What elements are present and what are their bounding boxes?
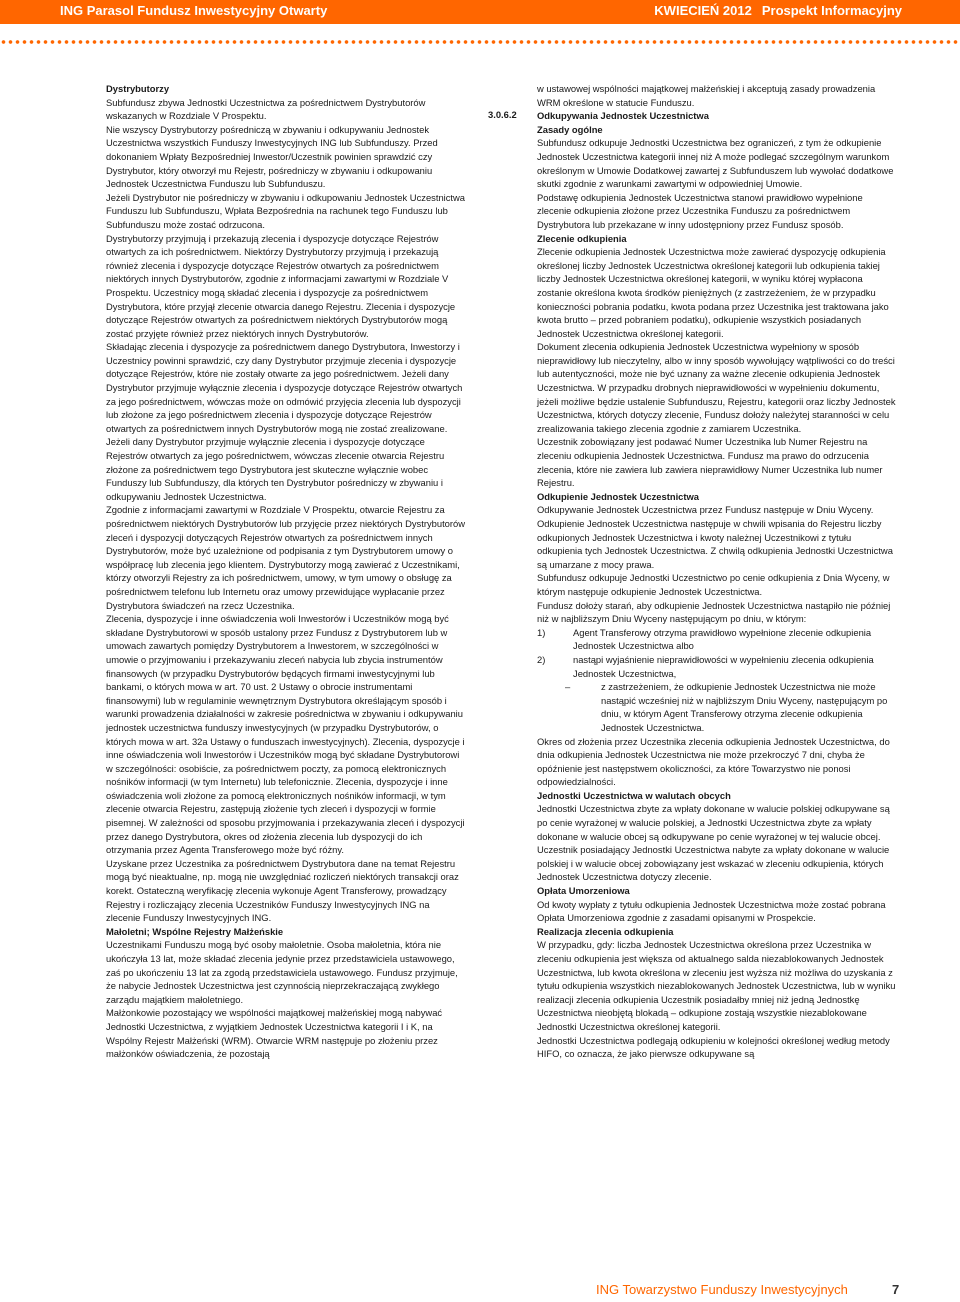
left-text-column: [106, 82, 466, 1061]
paragraph: Jeżeli Dystrybutor nie pośredniczy w zbywaniu i odkupowaniu Jednostek Uczestnictwa Funduszu lub Subfunduszu, Wpłata Bezpośrednia na rachunek tego Funduszu lub Subfunduszu może zostać odrzucona.: [106, 191, 466, 230]
list-item: [537, 653, 899, 680]
section-heading: Realizacja zlecenia odkupienia: [537, 925, 674, 937]
section-heading: Odkupienie Jednostek Uczestnictwa: [537, 490, 700, 502]
section-heading: Zlecenie odkupienia: [537, 232, 627, 244]
dotted-divider: [0, 38, 960, 46]
paragraph: Uzyskane przez Uczestnika za pośrednictwem Dystrybutora dane na temat Rejestru mogą być nieaktualne, np. mogą nie uwzględniać rozliczeń niektórych transakcji oraz korekt. Ostateczną weryfikację zlecenia wykonuje Agent Transferowy, prowadzący Rejestry i rozliczający zlecenia Uczestników Funduszy Inwestycyjnych ING na zlecenie Funduszy Inwestycyjnych ING.: [106, 857, 459, 924]
header-right: [644, 3, 902, 18]
page-header: [0, 0, 960, 24]
list-item: [537, 626, 899, 653]
paragraph: Jeżeli dany Dystrybutor przyjmuje wyłącznie zlecenia i dyspozycje dotyczące Rejestrów otwartych za jego pośrednictwem, wówczas zlecenie otwarcia Rejestru złożone za pośrednictwem tego Dystrybutora jest skuteczne wyłącznie wobec Funduszy lub Subfunduszy, dla których ten Dystrybutor pośredniczy w zbywaniu i odkupywaniu Jednostek Uczestnictwa.: [106, 436, 445, 502]
section-heading: Małoletni; Wspólne Rejestry Małżeńskie: [106, 925, 284, 937]
paragraph: Uczestnikami Funduszu mogą być osoby małoletnie. Osoba małoletnia, która nie ukończyła 13 lat, może składać zlecenia jedynie przez przedstawiciela ustawowego, zaś po ukończeniu 13 lat za zgodą przedstawiciela ustawowego. Fundusz przyjmuje, że nabycie Jednostek Uczestnictwa jest czynnością nieprzekraczającą zwykłego zarządu majątkiem małoletniego.: [106, 939, 458, 1005]
list-item-text: nastąpi wyjaśnienie nieprawidłowości w wypełnieniu zlecenia odkupienia Jednostek Uczestnictwa,: [573, 653, 874, 679]
paragraph: Subfundusz odkupuje Jednostki Uczestnictwa bez ograniczeń, z tym że odkupienie Jednostek Uczestnictwa kategorii innej niż A może podlegać szczególnym warunkom określonym w Umowie Dodatkowej zawartej z Subfunduszem lub wywołać dodatkowe skutki zgodnie z warunkami zawartymi w odpowiedniej Umowie.: [537, 137, 894, 190]
list-item-text: Agent Transferowy otrzyma prawidłowo wypełnione zlecenie odkupienia Jednostek Uczestnictwa albo: [573, 626, 872, 652]
section-number: 3.0.6.2: [488, 109, 517, 120]
footer-company: ING Towarzystwo Funduszy Inwestycyjnych: [596, 1282, 848, 1297]
list-marker: 2): [537, 653, 546, 665]
paragraph: Zlecenie odkupienia Jednostek Uczestnictwa może zawierać dyspozycję odkupienia określonej liczby Jednostek Uczestnictwa określonej kategorii lub odkupienia takiej liczby Jednostek Uczestnictwa określonej kategorii, w wyniku której wypłacona zostanie określona kwota środków pieniężnych (z zastrzeżeniem, że w przypadku konieczności pobrania podatku, kwota podana przez Uczestnika jest traktowana jako kwota brutto – przed pobraniem podatku), odkupienie wszystkich posiadanych Jednostek Uczestnictwa określonej kategorii.: [537, 246, 889, 339]
list-marker: –: [565, 681, 571, 693]
paragraph: Jednostki Uczestnictwa zbyte za wpłaty dokonane w walucie polskiej odkupywane są po cenie wyrażonej w walucie polskiej, a Jednostki Uczestnictwa zbyte za wpłaty dokonane w walucie obcej są odkupywane po cenie wyrażonej w tej walucie obcej. Uczestnik posiadający Jednostki Uczestnictwa nabyte za wpłaty dokonane w walucie polskiej i w walucie obcej zobowiązany jest wskazać w zleceniu odkupienia, których Jednostek Uczestnictwa dotyczy zlecenie.: [537, 803, 890, 883]
paragraph: W przypadku, gdy: liczba Jednostek Uczestnictwa określona przez Uczestnika w zleceniu odkupienia jest większa od aktualnego salda niezablokowanych Jednostek Uczestnictwa, lub kwota określona w zleceniu jest wyższa niż możliwa do uzyskania z tytułu odkupienia wszystkich niezablokowanych Jednostek Uczestnictwa, lub w wyniku realizacji zlecenia odkupienia Uczestnik posiadałby mniej niż jedną Jednostkę Uczestnictwa nieobjętą blokadą – odkupione zostają wszystkie niezablokowane Jednostki Uczestnictwa określonej kategorii.: [537, 939, 896, 1032]
section-heading: Zasady ogólne: [537, 123, 603, 135]
paragraph: Składając zlecenia i dyspozycje za pośrednictwem danego Dystrybutora, Inwestorzy i Uczestnicy powinni sprawdzić, czy dany Dystrybutor przyjmuje zlecenia i dyspozycje dotyczące Rejestrów, które nie zostały otwarte za jego pośrednictwem. Jeżeli dany Dystrybutor przyjmuje wyłącznie zlecenia i dyspozycje dotyczące Rejestrów otwartych za jego pośrednictwem, wówczas może on odmówić przyjęcia zlecenia lub dyspozycji lub złożone za jego pośrednictwem zlecenia i dyspozycje dotyczące Rejestrów otwartych za pośrednictwem innych Dystrybutorów mogą nie zostać zrealizowane.: [106, 341, 463, 434]
document-type: Prospekt Informacyjny: [761, 3, 902, 18]
section-heading: Odkupywania Jednostek Uczestnictwa: [537, 110, 709, 122]
list-item: [537, 680, 899, 734]
paragraph: Nie wszyscy Dystrybutorzy pośredniczą w zbywaniu i odkupywaniu Jednostek Uczestnictwa wszystkich Funduszy Inwestycyjnych ING lub Subfunduszy. Przed dokonaniem Wpłaty Bezpośredniej Inwestor/Uczestnik powinien sprawdzić czy Dystrybutor, który otworzył mu Rejestr, pośredniczy w zbywaniu i odkupowaniu Jednostek Uczestnictwa Funduszu lub Subfunduszu.: [106, 123, 438, 190]
list-marker: 1): [537, 626, 546, 638]
fund-title: ING Parasol Fundusz Inwestycyjny Otwarty: [60, 3, 328, 18]
paragraph: Fundusz dołoży starań, aby odkupienie Jednostek Uczestnictwa nastąpiło nie później niż w najbliższym Dniu Wyceny następującym po dniu, w którym:: [537, 599, 891, 625]
paragraph: Podstawę odkupienia Jednostek Uczestnictwa stanowi prawidłowo wypełnione zlecenie odkupienia złożone przez Uczestnika Funduszu za pośrednictwem Dystrybutora lub przekazane w inny udostępniony przez Fundusz sposób.: [537, 191, 863, 230]
paragraph: Jednostki Uczestnictwa podlegają odkupieniu w kolejności określonej według metody HIFO, co oznacza, że jako pierwsze odkupywane są: [537, 1034, 890, 1060]
paragraph: Okres od złożenia przez Uczestnika zlecenia odkupienia Jednostek Uczestnictwa, do dnia odkupienia Jednostek Uczestnictwa nie może przekroczyć 7 dni, chyba że opóźnienie jest następstwem okoliczności, za które Towarzystwo nie ponosi odpowiedzialności.: [537, 735, 890, 788]
paragraph: w ustawowej wspólności majątkowej małżeńskiej i akceptują zasady prowadzenia WRM określone w statucie Funduszu.: [537, 83, 876, 108]
paragraph: Uczestnik zobowiązany jest podawać Numer Uczestnika lub Numer Rejestru na zleceniu odkupienia Jednostek Uczestnictwa. Fundusz ma prawo do odrzucenia zlecenia, które nie zawiera lub zawiera nieprawidłowy Numer Uczestnika lub numer Rejestru.: [537, 436, 883, 489]
paragraph: Dystrybutorzy przyjmują i przekazują zlecenia i dyspozycje dotyczące Rejestrów otwartych za ich pośrednictwem. Niektórzy Dystrybutorzy przyjmują i przekazują również zlecenia i dyspozycje dotyczące Rejestrów otwartych za pośrednictwem niektórych innych Dystrybutorów, zgodnie z informacjami zawartymi w Rozdziale V Prospektu. Uczestnicy mogą składać zlecenia i dyspozycje za pośrednictwem Dystrybutora, które przyjął zlecenie otwarcia danego Rejestru. Zlecenia i dyspozycje dotyczące Rejestrów otwartych za pośrednictwem niektórych Dystrybutorów mogą zostać przyjęte również przez niektórych innych Dystrybutorów.: [106, 232, 456, 339]
paragraph: Małżonkowie pozostający we wspólności majątkowej małżeńskiej mogą nabywać Jednostki Uczestnictwa, z wyjątkiem Jednostek Uczestnictwa kategorii I i K, na Wspólny Rejestr Małżeński (WRM). Otwarcie WRM następuje po złożeniu przez małżonków oświadczenia, że pozostają: [106, 1007, 443, 1060]
paragraph: Dokument zlecenia odkupienia Jednostek Uczestnictwa wypełniony w sposób nieprawidłowy lub nieczytelny, albo w inny sposób wywołujący wątpliwości co do treści lub autentyczności, może nie być uznany za ważne zlecenie odkupienia Jednostek Uczestnictwa. W przypadku drobnych nieprawidłowości w wypełnieniu dokumentu, jeżeli możliwe będzie ustalenie Subfunduszu, Rejestru, kategorii oraz liczby Jednostek Uczestnictwa, których dotyczy zlecenie, Fundusz dołoży należytej staranności w celu zrealizowania takiego zlecenia zgodnie z zamiarem Uczestnika.: [537, 341, 896, 434]
right-text-column: [537, 82, 899, 1061]
list-item-text: z zastrzeżeniem, że odkupienie Jednostek Uczestnictwa nie może nastąpić wcześniej niż w najbliższym Dniu Wyceny, następującym po dniu, w którym Agent Transferowy otrzyma zlecenie odkupienia Jednostek Uczestnictwa.: [601, 681, 888, 733]
page-number: 7: [892, 1282, 900, 1297]
paragraph: Zlecenia, dyspozycje i inne oświadczenia woli Inwestorów i Uczestników mogą być składane Dystrybutorowi w sposób ustalony przez Fundusz z Dystrybutorem lub w umowach zawartych pomiędzy Dystrybutorem a Inwestorem, w szczególności w umowie o przyjmowaniu i przekazywaniu zleceń nabycia lub zbycia instrumentów finansowych (w przypadku Dystrybutorów będących firmami inwestycyjnymi lub bankami, o których mowa w art. 70 ust. 2 Ustawy o obrocie instrumentami finansowymi) lub w regulaminie wewnętrznym Dystrybutora określającym sposób i warunki prowadzenia działalności w zakresie pośrednictwa w zbywaniu i odkupywaniu jednostek uczestnictwa funduszy inwestycyjnych (w przypadku Dystrybutorów, o których mowa w art. 32a Ustawy o funduszach inwestycyjnych). Zlecenia, dyspozycje i inne oświadczenia woli Inwestorów i Uczestników mogą być składane Dystrybutorowi w szczególności: osobiście, za pośrednictwem poczty, za pomocą elektronicznych nośników informacji (w tym Internetu) lub telefonicznie. Zlecenia, dyspozycje i inne oświadczenia woli złożone za pomocą elektronicznych nośników informacji, w tym zlecenie otwarcia Rejestru, zastępują złożenie tych zleceń i dyspozycji w formie pisemnej. W zależności od sposobu przyjmowania i przekazywania zleceń i dyspozycji przez danego Dystrybutora, okres od złożenia zlecenia lub dyspozycji do ich otrzymania przez Agenta Transferowego może być różny.: [106, 613, 465, 856]
issue-date: KWIECIEŃ 2012: [654, 3, 752, 18]
section-heading: Opłata Umorzeniowa: [537, 885, 630, 897]
section-heading: Dystrybutorzy: [106, 83, 170, 94]
paragraph: Subfundusz zbywa Jednostki Uczestnictwa za pośrednictwem Dystrybutorów wskazanych w Rozdziale V Prospektu.: [106, 96, 426, 122]
paragraph: Od kwoty wypłaty z tytułu odkupienia Jednostek Uczestnictwa może zostać pobrana Opłata Umorzeniowa zgodnie z zasadami opisanymi w Prospekcie.: [537, 898, 886, 924]
paragraph: Zgodnie z informacjami zawartymi w Rozdziale V Prospektu, otwarcie Rejestru za pośrednictwem niektórych Dystrybutorów lub przyjęcie przez niektórych Dystrybutorów zleceń i dyspozycji dotyczących Rejestrów otwartych za pośrednictwem innych Dystrybutorów, może być uzależnione od podpisania z tym Dystrybutorem umowy o współpracę lub zlecenia jego klientem. Dystrybutorzy mogą zawierać z Uczestnikami, którzy otworzyli Rejestry za ich pośrednictwem, umowy, w tym umowy o obsługę za pośrednictwem telefonu lub Internetu oraz umowy przewidujące wypłacanie przez Dystrybutora świadczeń na rzecz Uczestnika.: [106, 504, 465, 611]
paragraph: Subfundusz odkupuje Jednostki Uczestnictwo po cenie odkupienia z Dnia Wyceny, w którym następuje odkupienie Jednostek Uczestnictwa.: [537, 572, 890, 597]
paragraph: Odkupywanie Jednostek Uczestnictwa przez Fundusz następuje w Dniu Wyceny. Odkupienie Jednostek Uczestnictwa następuje w chwili wpisania do Rejestru liczby odkupionych Jednostek Uczestnictwa i kwoty należnej Uczestnikowi z tytułu odkupienia tych Jednostek Uczestnictwa. Z chwilą odkupienia Jednostki Uczestnictwa są umarzane z mocy prawa.: [537, 504, 893, 570]
section-heading: Jednostki Uczestnictwa w walutach obcych: [537, 789, 731, 801]
